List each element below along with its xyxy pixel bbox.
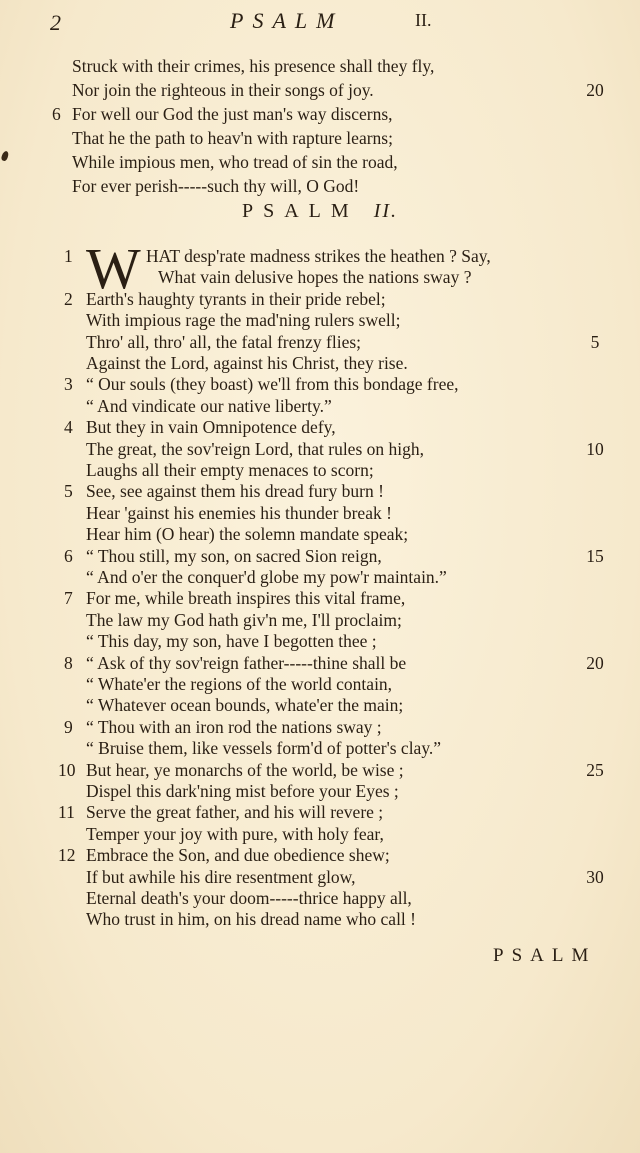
psalm-title: [0, 200, 640, 223]
verse-text: “ This day, my son, have I begotten thee ;: [86, 631, 377, 652]
verse-text: Thro' all, thro' all, the fatal frenzy flies;: [86, 331, 362, 352]
verse-text: While impious men, who tread of sin the road,: [72, 152, 398, 172]
stanza-number: 12: [58, 845, 76, 866]
line-number: 30: [586, 866, 604, 887]
verse-line: [0, 545, 640, 567]
stanza-number: 11: [58, 802, 75, 823]
verse-line: [0, 266, 640, 288]
verse-text: But hear, ye monarchs of the world, be wise ;: [86, 759, 404, 780]
verse-text: “ Ask of thy sov'reign father-----thine shall be: [86, 652, 407, 673]
verse-text: With impious rage the mad'ning rulers swell;: [86, 310, 401, 331]
verse-line: [0, 673, 640, 695]
verse-text: For ever perish-----such thy will, O God!: [72, 176, 360, 196]
verse-text: Dispel this dark'ning mist before your Eyes ;: [86, 781, 399, 801]
verse-line: [0, 823, 640, 845]
verse-line: [0, 438, 640, 460]
verse-text: Eternal death's your doom-----thrice happy all,: [86, 888, 412, 908]
verse-line: [0, 245, 640, 267]
verse-text: But they in vain Omnipotence defy,: [86, 417, 336, 438]
verse-text: Serve the great father, and his will revere ;: [86, 802, 384, 823]
verse-text: For me, while breath inspires this vital frame,: [86, 588, 406, 609]
verse-text: If but awhile his dire resentment glow,: [86, 866, 356, 887]
verse-line: [0, 55, 640, 77]
stanza-number: 1: [64, 246, 73, 266]
line-number: 5: [590, 331, 600, 352]
verse-text: Temper your joy with pure, with holy fear,: [86, 823, 384, 844]
verse-line: [0, 866, 640, 888]
verse-line: [0, 395, 640, 417]
verse-line: [0, 288, 640, 310]
verse-text: Laughs all their empty menaces to scorn;: [86, 460, 374, 480]
psalm-title-numeral: II.: [373, 200, 399, 222]
verse-line: [0, 759, 640, 781]
verse-line: [0, 587, 640, 609]
verse-line: [0, 309, 640, 331]
catchword: PSALM: [493, 945, 597, 966]
verse-text: “ Our souls (they boast) we'll from this bondage free,: [86, 374, 459, 395]
verse-text: Embrace the Son, and due obedience shew;: [86, 845, 390, 866]
verse-line: [0, 908, 640, 930]
psalm-title-word: PSALM: [241, 200, 359, 222]
verse-line: [0, 737, 640, 759]
verse-text: The law my God hath giv'n me, I'll proclaim;: [86, 609, 402, 630]
verse-text: See, see against them his dread fury burn !: [86, 481, 384, 502]
verse-text: “ Thou with an iron rod the nations sway ;: [86, 716, 382, 737]
verse-text: “ Bruise them, like vessels form'd of potter's clay.”: [86, 738, 442, 759]
verse-text: Hear him (O hear) the solemn mandate speak;: [86, 524, 409, 545]
stanza-number: 5: [64, 481, 73, 502]
stanza-number: 7: [64, 588, 73, 609]
stanza-number: 9: [64, 716, 73, 737]
verse-line: [0, 716, 640, 738]
verse-line: [0, 780, 640, 802]
verse-line: [0, 103, 640, 125]
page-number: 2: [50, 10, 61, 35]
verse-text: HAT desp'rate madness strikes the heathen ? Say,: [146, 246, 491, 266]
verse-line: [0, 652, 640, 674]
verse-line: [0, 352, 640, 374]
verse-line: [0, 373, 640, 395]
verse-line: [0, 127, 640, 149]
header-title: PSALM: [230, 8, 344, 33]
verse-text: Against the Lord, against his Christ, they rise.: [86, 353, 408, 373]
line-number: 20: [586, 80, 604, 100]
verse-line: [0, 480, 640, 502]
verse-line: [0, 523, 640, 545]
verse-line: [0, 79, 640, 101]
verse-text: “ Whatever ocean bounds, whate'er the main;: [86, 695, 404, 716]
verse-text: What vain delusive hopes the nations sway ?: [158, 267, 472, 288]
line-number: 20: [586, 652, 604, 673]
verse-text: “ Whate'er the regions of the world contain,: [86, 674, 393, 694]
verse-line: [0, 694, 640, 716]
verse-line: [0, 459, 640, 481]
stanza-number: 8: [64, 652, 73, 673]
verse-line: [0, 151, 640, 173]
verse-text: Earth's haughty tyrants in their pride rebel;: [86, 288, 386, 309]
verse-text: Who trust in him, on his dread name who call !: [86, 909, 416, 930]
verse-line: [0, 801, 640, 823]
stanza-number: 3: [64, 374, 73, 395]
verse-text: That he the path to heav'n with rapture learns;: [72, 128, 393, 148]
verse-text: “ Thou still, my son, on sacred Sion reign,: [86, 545, 382, 566]
line-number: 10: [586, 438, 604, 459]
verse-text: “ And o'er the conquer'd globe my pow'r maintain.”: [86, 567, 447, 587]
stanza-number: 6: [52, 104, 61, 124]
header-psalm-numeral: II.: [415, 10, 432, 30]
verse-line: [0, 502, 640, 524]
verse-line: [0, 609, 640, 631]
stanza-number: 2: [64, 288, 73, 309]
running-header: [0, 8, 640, 38]
line-number: 25: [586, 759, 604, 780]
verse-text: Hear 'gainst his enemies his thunder break !: [86, 502, 392, 523]
verse-text: For well our God the just man's way discerns,: [72, 104, 393, 124]
verse-text: Struck with their crimes, his presence shall they fly,: [72, 56, 435, 76]
verse-line: [0, 566, 640, 588]
drop-cap: W: [86, 236, 141, 301]
verse-line: [0, 630, 640, 652]
verse-text: The great, the sov'reign Lord, that rules on high,: [86, 438, 424, 459]
verse-line: [0, 844, 640, 866]
verse-text: Nor join the righteous in their songs of joy.: [72, 80, 374, 100]
verse-text: “ And vindicate our native liberty.”: [86, 395, 332, 416]
verse-line: [0, 175, 640, 197]
stanza-number: 6: [64, 545, 73, 566]
stanza-number: 4: [64, 417, 73, 438]
verse-line: [0, 887, 640, 909]
verse-line: [0, 416, 640, 438]
line-number: 15: [586, 545, 604, 566]
verse-line: [0, 331, 640, 353]
stanza-number: 10: [58, 759, 76, 780]
